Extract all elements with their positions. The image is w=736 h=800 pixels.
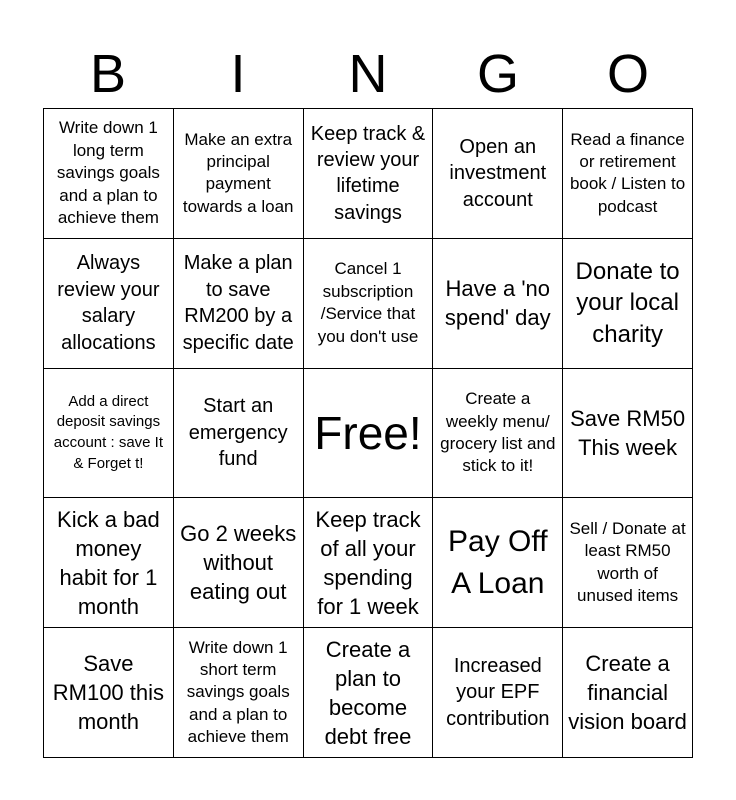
bingo-cell[interactable]: Kick a bad money habit for 1 month: [44, 498, 174, 628]
bingo-cell[interactable]: Add a direct deposit savings account : save It & Forget t!: [44, 369, 174, 499]
bingo-cell[interactable]: Open an investment account: [433, 109, 563, 239]
bingo-cell[interactable]: Make a plan to save RM200 by a specific date: [174, 239, 304, 369]
bingo-cell[interactable]: Read a finance or retirement book / Listen to podcast: [563, 109, 693, 239]
free-space-cell[interactable]: Free!: [304, 369, 434, 499]
bingo-cell[interactable]: Write down 1 short term savings goals and a plan to achieve them: [174, 628, 304, 758]
bingo-cell[interactable]: Always review your salary allocations: [44, 239, 174, 369]
bingo-cell[interactable]: Cancel 1 subscription /Service that you don't use: [304, 239, 434, 369]
bingo-cell[interactable]: Pay Off A Loan: [433, 498, 563, 628]
header-letter-g: G: [476, 44, 519, 104]
bingo-cell[interactable]: Increased your EPF contribution: [433, 628, 563, 758]
bingo-cell[interactable]: Create a financial vision board: [563, 628, 693, 758]
bingo-cell[interactable]: Keep track of all your spending for 1 week: [304, 498, 434, 628]
bingo-cell[interactable]: Have a 'no spend' day: [433, 239, 563, 369]
bingo-cell[interactable]: Save RM100 this month: [44, 628, 174, 758]
bingo-cell[interactable]: Keep track & review your lifetime savings: [304, 109, 434, 239]
bingo-cell[interactable]: Create a weekly menu/ grocery list and stick to it!: [433, 369, 563, 499]
bingo-header: [43, 40, 693, 108]
bingo-cell[interactable]: Start an emergency fund: [174, 369, 304, 499]
header-letter-n: N: [348, 44, 388, 104]
bingo-cell[interactable]: Create a plan to become debt free: [304, 628, 434, 758]
header-letter-b: B: [89, 44, 127, 104]
header-letter-o: O: [606, 44, 649, 104]
bingo-grid: [43, 108, 693, 758]
bingo-cell[interactable]: Donate to your local charity: [563, 239, 693, 369]
bingo-cell[interactable]: Write down 1 long term savings goals and a plan to achieve them: [44, 109, 174, 239]
bingo-cell[interactable]: Make an extra principal payment towards a loan: [174, 109, 304, 239]
bingo-cell[interactable]: Save RM50 This week: [563, 369, 693, 499]
header-letter-i: I: [230, 44, 246, 104]
bingo-cell[interactable]: Sell / Donate at least RM50 worth of unused items: [563, 498, 693, 628]
bingo-cell[interactable]: Go 2 weeks without eating out: [174, 498, 304, 628]
